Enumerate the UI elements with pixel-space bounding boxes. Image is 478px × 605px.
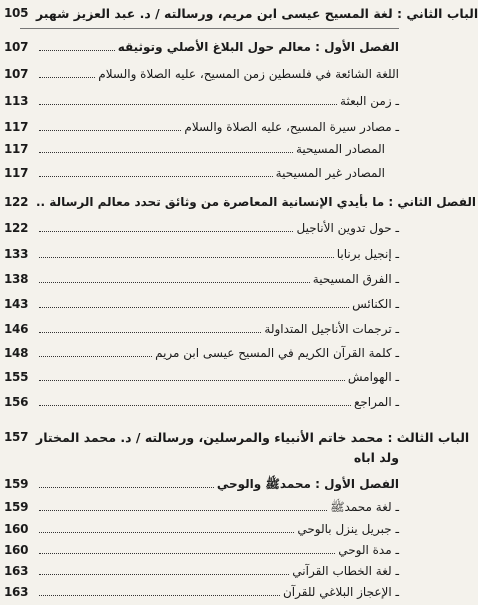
toc-entry <box>4 6 478 21</box>
leader-dots <box>39 356 152 357</box>
entry-title: ـ إنجيل برنابا <box>336 247 399 261</box>
page-number: 156 <box>4 395 29 409</box>
toc-entry <box>4 322 399 337</box>
toc-entry <box>4 477 399 492</box>
entry-title: ـ لغة محمدﷺ <box>330 500 399 514</box>
toc-entry <box>4 142 399 157</box>
leader-dots <box>39 532 294 533</box>
entry-title: ـ مصادر سيرة المسيح، عليه الصلاة والسلام <box>184 120 399 134</box>
leader-dots <box>39 380 345 381</box>
entry-title: ـ الكنائس <box>352 297 399 311</box>
entry-title: ـ زمن البعثة <box>340 94 399 108</box>
entry-title: ـ الهوامش <box>347 370 399 384</box>
page-number: 148 <box>4 346 29 360</box>
divider <box>20 28 399 29</box>
page-number: 159 <box>4 477 29 491</box>
leader-dots <box>39 595 280 596</box>
entry-title: ـ مدة الوحي <box>338 543 399 557</box>
page-number: 157 <box>4 430 29 444</box>
entry-title: الباب الثاني : لغة المسيح عيسى ابن مريم، ورسالته / د. عبد العزيز شهبر <box>36 6 478 21</box>
toc-entry <box>4 166 399 181</box>
entry-title: ـ لغة الخطاب القرآني <box>292 564 399 578</box>
entry-title: المصادر المسيحية <box>296 142 385 156</box>
leader-dots <box>39 282 310 283</box>
page-number: 160 <box>4 522 29 536</box>
toc-entry <box>4 395 399 410</box>
leader-dots <box>39 50 115 51</box>
page-number: 117 <box>4 120 29 134</box>
entry-title: الفصل الثاني : ما بأيدي الإنسانية المعاصرة من وثائق تحدد معالم الرسالة .. <box>36 195 476 209</box>
leader-dots <box>39 405 351 406</box>
leader-dots <box>39 553 335 554</box>
page-number: 133 <box>4 247 29 261</box>
entry-title: ـ كلمة القرآن الكريم في المسيح عيسى ابن مريم <box>155 346 399 360</box>
leader-dots <box>39 104 337 105</box>
entry-title: ـ الفرق المسيحية <box>312 272 399 286</box>
entry-title: الفصل الأول : معالم حول البلاغ الأصلي وتوثيقه <box>117 40 399 54</box>
page-number: 117 <box>4 166 29 180</box>
entry-title: اللغة الشائعة في فلسطين زمن المسيح، عليه الصلاة والسلام <box>98 67 399 81</box>
toc-entry <box>4 346 399 361</box>
page-number: 163 <box>4 585 29 599</box>
leader-dots <box>39 487 214 488</box>
toc-entry <box>4 543 399 558</box>
page-number: 160 <box>4 543 29 557</box>
toc-entry <box>4 370 399 385</box>
page-number: 138 <box>4 272 29 286</box>
page-number: 113 <box>4 94 29 108</box>
page-number: 122 <box>4 221 29 235</box>
page-number: 155 <box>4 370 29 384</box>
page-number: 107 <box>4 67 29 81</box>
entry-title: ـ حول تدوين الأناجيل <box>296 221 399 235</box>
toc-entry <box>4 94 399 109</box>
entry-title: الباب الثالث : محمد خاتم الأنبياء والمرسلين، ورسالته / د. محمد المختار <box>36 430 470 445</box>
page-number: 105 <box>4 6 29 20</box>
page-number: 143 <box>4 297 29 311</box>
entry-title: ـ ترجمات الأناجيل المتداولة <box>264 322 399 336</box>
page-number: 117 <box>4 142 29 156</box>
leader-dots <box>39 574 289 575</box>
leader-dots <box>39 130 181 131</box>
entry-title: المصادر غير المسيحية <box>275 166 385 180</box>
entry-title: ـ المراجع <box>353 395 399 409</box>
page-number: 107 <box>4 40 29 54</box>
leader-dots <box>39 257 334 258</box>
toc-entry <box>4 120 399 135</box>
page-number: 146 <box>4 322 29 336</box>
toc-entry <box>4 67 399 82</box>
leader-dots <box>39 231 293 232</box>
toc-entry <box>4 522 399 537</box>
toc-entry <box>4 500 399 515</box>
toc-entry <box>4 272 399 287</box>
toc-entry <box>4 221 399 236</box>
toc-entry <box>4 430 470 445</box>
leader-dots <box>39 77 95 78</box>
page-number: 122 <box>4 195 29 209</box>
toc-entry <box>4 564 399 579</box>
entry-title: ـ الإعجاز البلاغي للقرآن <box>282 585 399 599</box>
entry-title: ـ جبريل ينزل بالوحي <box>297 522 399 536</box>
entry-title-continuation: ولد اباه <box>353 450 399 465</box>
toc-entry <box>4 40 399 55</box>
entry-title: الفصل الأول : محمدﷺ والوحي <box>216 477 399 491</box>
toc-entry <box>4 585 399 600</box>
page-number: 159 <box>4 500 29 514</box>
leader-dots <box>39 176 273 177</box>
leader-dots <box>39 307 349 308</box>
toc-entry <box>4 247 399 262</box>
leader-dots <box>39 510 327 511</box>
leader-dots <box>39 332 261 333</box>
page-number: 163 <box>4 564 29 578</box>
leader-dots <box>39 152 293 153</box>
toc-entry <box>4 195 476 210</box>
toc-entry <box>4 297 399 312</box>
